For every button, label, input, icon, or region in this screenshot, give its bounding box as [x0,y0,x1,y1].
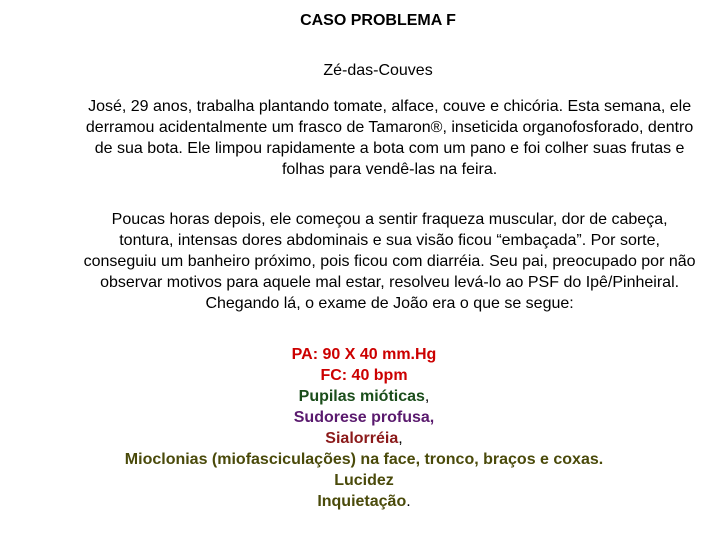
exam-findings-list [58,344,670,512]
finding-sweating: Sudorese profusa, [293,409,435,426]
finding-item [58,407,670,428]
finding-lucidity: Lucidez [334,472,394,489]
finding-suffix: . [406,493,411,510]
finding-item [58,386,670,407]
finding-restlessness: Inquietação [317,493,407,510]
case-paragraph-2: Poucas horas depois, ele começou a sentir fraqueza muscular, dor de cabeça, tontura, intensas dores abdominais e sua visão ficou “embaçada”. Por sorte, conseguiu um banheiro próximo, pois ficou com diarréia. Seu pai, preocupado por não observar motivos para aquele mal estar, resolveu levá-lo ao PSF do Ipê/Pinheiral. Chegando lá, o exame de João era o que se segue: [83,211,696,312]
finding-item [58,344,670,365]
finding-item [58,470,670,491]
finding-blood-pressure: PA: 90 X 40 mm.Hg [291,346,437,363]
finding-item [58,491,670,512]
case-title: CASO PROBLEMA F [300,12,456,29]
case-subtitle: Zé-das-Couves [323,62,433,79]
finding-pupils: Pupilas mióticas [298,388,425,405]
finding-myoclonus: Mioclonias (miofasciculações) na face, tronco, braços e coxas. [124,451,604,468]
finding-item [58,428,670,449]
finding-salivation: Sialorréia [325,430,399,447]
finding-item [58,449,670,470]
finding-suffix: , [398,430,403,447]
finding-item [58,365,670,386]
finding-heart-rate: FC: 40 bpm [320,367,408,384]
finding-suffix: , [424,388,430,405]
case-paragraph-1: José, 29 anos, trabalha plantando tomate, alface, couve e chicória. Esta semana, ele derramou acidentalmente um frasco de Tamaron®, inseticida organofosforado, dentro de sua bota. Ele limpou rapidamente a bota com um pano e foi colher suas frutas e folhas para vendê-las na feira. [85,98,694,178]
